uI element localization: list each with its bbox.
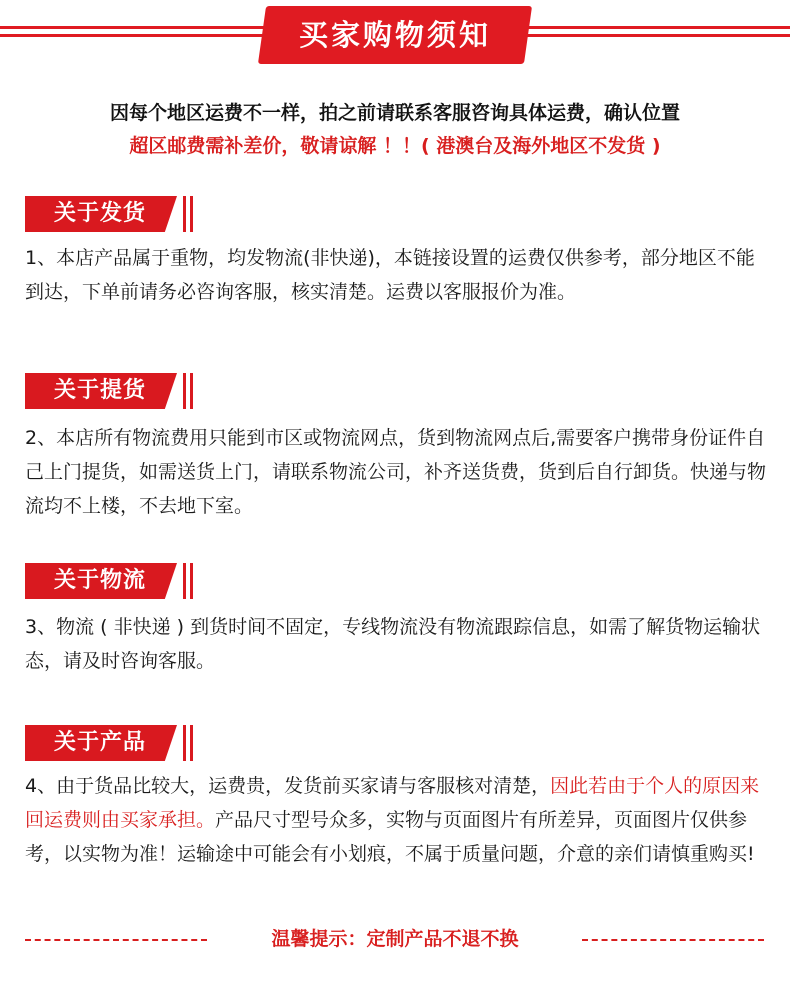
heading-bar — [190, 563, 193, 599]
dashed-divider-right — [582, 939, 764, 941]
product-text-highlight: 因此若由于个人的原因来回运费则由买家承担。 — [25, 775, 760, 831]
region-notice: 超区邮费需补差价，敬请谅解 ！！( 港澳台及海外地区不发货 ) — [129, 135, 661, 157]
heading-bar — [183, 373, 186, 409]
shipping-notice: 因每个地区运费不一样，拍之前请联系客服咨询具体运费，确认位置 — [109, 102, 680, 124]
heading-bar — [183, 725, 186, 761]
section-text-logistics: 3、物流 ( 非快递 ) 到货时间不固定，专线物流没有物流跟踪信息，如需了解货物运输状态，请及时咨询客服。 — [25, 616, 761, 672]
page-title: 买家购物须知 — [298, 18, 491, 52]
dashed-divider-left — [25, 939, 207, 941]
heading-bar — [183, 563, 186, 599]
section-text-product — [25, 769, 770, 871]
product-text-start: 4、由于货品比较大，运费贵，发货前买家请与客服核对清楚， — [25, 775, 551, 797]
footer-tip-text: 温馨提示：定制产品不退不换 — [271, 928, 519, 950]
heading-bar — [183, 196, 186, 232]
section-text-pickup: 2、本店所有物流费用只能到市区或物流网点，货到物流网点后,需要客户携带身份证件自己上门提货，如需送货上门，请联系物流公司，补齐送货费，货到后自行卸货。快递与物流均不上楼，不去地下室。 — [25, 427, 767, 517]
section-text-shipping: 1、本店产品属于重物，均发物流(非快递)，本链接设置的运费仅供参考，部分地区不能到达，下单前请务必咨询客服，核实清楚。运费以客服报价为准。 — [25, 247, 755, 303]
heading-bar — [190, 373, 193, 409]
footer-tip — [0, 922, 790, 956]
heading-label: 关于产品 — [53, 730, 146, 755]
heading-label: 关于物流 — [53, 568, 146, 593]
product-text-end: 产品尺寸型号众多，实物与页面图片有所差异，页面图片仅供参考，以实物为准！运输途中可能会有小划痕，不属于质量问题，介意的亲们请慎重购买! — [25, 809, 755, 865]
heading-bar — [190, 725, 193, 761]
header-banner — [0, 0, 790, 66]
heading-label: 关于发货 — [53, 201, 146, 226]
heading-bar — [190, 196, 193, 232]
heading-label: 关于提货 — [53, 378, 146, 403]
